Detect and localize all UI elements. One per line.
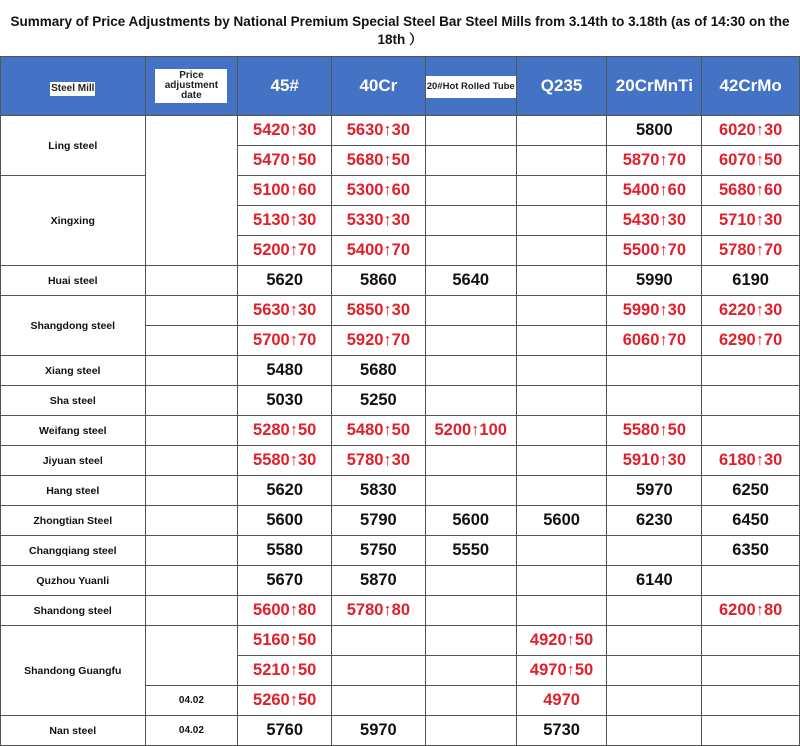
mill-name: Quzhou Yuanli xyxy=(1,566,146,596)
price-40cr: 5330↑30 xyxy=(332,206,426,236)
price-tube xyxy=(425,596,516,626)
price-40cr: 5680 xyxy=(332,356,426,386)
price-40cr: 5300↑60 xyxy=(332,176,426,206)
table-row xyxy=(1,356,800,386)
price-20crmnti xyxy=(607,686,702,716)
price-42crmo xyxy=(702,566,800,596)
price-45: 5480 xyxy=(238,356,332,386)
price-q235 xyxy=(516,416,607,446)
price-tube xyxy=(425,356,516,386)
price-20crmnti: 5870↑70 xyxy=(607,146,702,176)
adjustment-date xyxy=(145,476,238,506)
price-45: 5670 xyxy=(238,566,332,596)
price-45: 5210↑50 xyxy=(238,656,332,686)
price-tube xyxy=(425,716,516,746)
price-40cr: 5750 xyxy=(332,536,426,566)
price-tube xyxy=(425,566,516,596)
price-42crmo: 6250 xyxy=(702,476,800,506)
adjustment-date xyxy=(145,266,238,296)
price-42crmo xyxy=(702,686,800,716)
price-tube xyxy=(425,146,516,176)
page-title: Summary of Price Adjustments by National Premium Special Steel Bar Steel Mills from 3.14th to 3.18th (as of 14:30 on the 18th ） xyxy=(10,14,790,47)
price-q235 xyxy=(516,116,607,146)
price-42crmo xyxy=(702,356,800,386)
price-45: 5600 xyxy=(238,506,332,536)
adjustment-date xyxy=(145,536,238,566)
mill-name: Sha steel xyxy=(1,386,146,416)
adjustment-date xyxy=(145,116,238,266)
price-45: 5620 xyxy=(238,476,332,506)
price-q235 xyxy=(516,326,607,356)
price-20crmnti xyxy=(607,656,702,686)
adjustment-date xyxy=(145,356,238,386)
price-20crmnti: 5910↑30 xyxy=(607,446,702,476)
price-40cr xyxy=(332,626,426,656)
price-42crmo xyxy=(702,716,800,746)
price-q235: 4970↑50 xyxy=(516,656,607,686)
price-q235 xyxy=(516,476,607,506)
price-q235 xyxy=(516,296,607,326)
mill-name: Shandong steel xyxy=(1,596,146,626)
price-40cr: 5250 xyxy=(332,386,426,416)
price-40cr: 5780↑30 xyxy=(332,446,426,476)
price-q235 xyxy=(516,356,607,386)
price-42crmo: 6190 xyxy=(702,266,800,296)
price-40cr: 5680↑50 xyxy=(332,146,426,176)
price-40cr: 5860 xyxy=(332,266,426,296)
price-42crmo: 6180↑30 xyxy=(702,446,800,476)
adjustment-date xyxy=(145,386,238,416)
price-40cr xyxy=(332,686,426,716)
price-45: 5580↑30 xyxy=(238,446,332,476)
price-45: 5130↑30 xyxy=(238,206,332,236)
price-45: 5600↑80 xyxy=(238,596,332,626)
price-tube xyxy=(425,656,516,686)
price-tube xyxy=(425,116,516,146)
price-42crmo: 6200↑80 xyxy=(702,596,800,626)
price-q235 xyxy=(516,236,607,266)
price-20crmnti xyxy=(607,596,702,626)
mill-name: Huai steel xyxy=(1,266,146,296)
price-tube xyxy=(425,326,516,356)
price-20crmnti: 5990↑30 xyxy=(607,296,702,326)
price-q235 xyxy=(516,446,607,476)
price-20crmnti xyxy=(607,716,702,746)
price-42crmo xyxy=(702,656,800,686)
price-45: 5760 xyxy=(238,716,332,746)
price-tube: 5550 xyxy=(425,536,516,566)
price-45: 5100↑60 xyxy=(238,176,332,206)
mill-name: Weifang steel xyxy=(1,416,146,446)
table-row xyxy=(1,176,800,206)
table-row xyxy=(1,506,800,536)
price-tube xyxy=(425,236,516,266)
price-20crmnti: 5990 xyxy=(607,266,702,296)
table-row xyxy=(1,536,800,566)
price-20crmnti: 5800 xyxy=(607,116,702,146)
mill-name: Xingxing xyxy=(1,176,146,266)
price-42crmo xyxy=(702,626,800,656)
price-42crmo: 5680↑60 xyxy=(702,176,800,206)
header-row xyxy=(1,57,800,116)
price-42crmo xyxy=(702,386,800,416)
adjustment-date xyxy=(145,416,238,446)
table-row xyxy=(1,446,800,476)
price-45: 5030 xyxy=(238,386,332,416)
table-row xyxy=(1,386,800,416)
mill-name: Xiang steel xyxy=(1,356,146,386)
price-42crmo xyxy=(702,416,800,446)
price-tube xyxy=(425,686,516,716)
price-q235 xyxy=(516,266,607,296)
price-q235: 4920↑50 xyxy=(516,626,607,656)
price-40cr: 5480↑50 xyxy=(332,416,426,446)
price-tube xyxy=(425,386,516,416)
price-20crmnti: 5580↑50 xyxy=(607,416,702,446)
mill-name: Nan steel xyxy=(1,716,146,746)
price-45: 5260↑50 xyxy=(238,686,332,716)
header-steel-mill: Steel Mill xyxy=(1,57,146,116)
header-20crmnti: 20CrMnTi xyxy=(607,57,702,116)
adjustment-date xyxy=(145,446,238,476)
price-20crmnti xyxy=(607,356,702,386)
price-tube xyxy=(425,626,516,656)
price-q235: 5730 xyxy=(516,716,607,746)
mill-name: Shandong Guangfu xyxy=(1,626,146,716)
price-tube xyxy=(425,176,516,206)
header-42crmo: 42CrMo xyxy=(702,57,800,116)
table-row xyxy=(1,116,800,146)
price-45: 5160↑50 xyxy=(238,626,332,656)
price-q235 xyxy=(516,386,607,416)
mill-name: Zhongtian Steel xyxy=(1,506,146,536)
header-hot-rolled-tube: 20#Hot Rolled Tube xyxy=(425,57,516,116)
price-40cr: 5790 xyxy=(332,506,426,536)
table-row xyxy=(1,596,800,626)
price-42crmo: 6450 xyxy=(702,506,800,536)
price-20crmnti: 6230 xyxy=(607,506,702,536)
price-q235 xyxy=(516,536,607,566)
mill-name: Ling steel xyxy=(1,116,146,176)
table-row xyxy=(1,416,800,446)
price-42crmo: 5710↑30 xyxy=(702,206,800,236)
price-20crmnti xyxy=(607,386,702,416)
price-40cr: 5830 xyxy=(332,476,426,506)
price-40cr: 5850↑30 xyxy=(332,296,426,326)
table-row xyxy=(1,296,800,326)
adjustment-date xyxy=(145,296,238,326)
price-40cr xyxy=(332,656,426,686)
price-40cr: 5780↑80 xyxy=(332,596,426,626)
price-tube xyxy=(425,476,516,506)
price-20crmnti: 6060↑70 xyxy=(607,326,702,356)
price-40cr: 5970 xyxy=(332,716,426,746)
price-42crmo: 6290↑70 xyxy=(702,326,800,356)
mill-name: Shangdong steel xyxy=(1,296,146,356)
price-20crmnti: 5400↑60 xyxy=(607,176,702,206)
table-row xyxy=(1,626,800,656)
price-45: 5700↑70 xyxy=(238,326,332,356)
price-tube xyxy=(425,206,516,236)
price-20crmnti: 5500↑70 xyxy=(607,236,702,266)
price-20crmnti: 6140 xyxy=(607,566,702,596)
price-tube xyxy=(425,296,516,326)
price-q235 xyxy=(516,596,607,626)
price-20crmnti xyxy=(607,626,702,656)
price-tube: 5640 xyxy=(425,266,516,296)
price-tube: 5200↑100 xyxy=(425,416,516,446)
header-adjustment-date: Price adjustment date xyxy=(145,57,238,116)
price-20crmnti xyxy=(607,536,702,566)
price-q235: 4970 xyxy=(516,686,607,716)
mill-name: Changqiang steel xyxy=(1,536,146,566)
price-tube: 5600 xyxy=(425,506,516,536)
adjustment-date: 04.02 xyxy=(145,686,238,716)
price-45: 5470↑50 xyxy=(238,146,332,176)
price-q235 xyxy=(516,206,607,236)
price-40cr: 5870 xyxy=(332,566,426,596)
price-45: 5280↑50 xyxy=(238,416,332,446)
price-42crmo: 6070↑50 xyxy=(702,146,800,176)
price-20crmnti: 5970 xyxy=(607,476,702,506)
price-42crmo: 6020↑30 xyxy=(702,116,800,146)
table-row xyxy=(1,476,800,506)
adjustment-date xyxy=(145,566,238,596)
price-45: 5620 xyxy=(238,266,332,296)
price-45: 5580 xyxy=(238,536,332,566)
price-42crmo: 6220↑30 xyxy=(702,296,800,326)
price-40cr: 5630↑30 xyxy=(332,116,426,146)
table-row xyxy=(1,716,800,746)
adjustment-date xyxy=(145,506,238,536)
adjustment-date xyxy=(145,626,238,686)
table-row xyxy=(1,266,800,296)
price-40cr: 5920↑70 xyxy=(332,326,426,356)
price-40cr: 5400↑70 xyxy=(332,236,426,266)
price-45: 5420↑30 xyxy=(238,116,332,146)
header-40cr: 40Cr xyxy=(332,57,426,116)
price-q235: 5600 xyxy=(516,506,607,536)
price-45: 5630↑30 xyxy=(238,296,332,326)
price-q235 xyxy=(516,146,607,176)
price-42crmo: 5780↑70 xyxy=(702,236,800,266)
price-q235 xyxy=(516,176,607,206)
header-q235: Q235 xyxy=(516,57,607,116)
price-45: 5200↑70 xyxy=(238,236,332,266)
price-table xyxy=(0,56,800,746)
adjustment-date: 04.02 xyxy=(145,716,238,746)
price-q235 xyxy=(516,566,607,596)
mill-name: Jiyuan steel xyxy=(1,446,146,476)
table-row xyxy=(1,566,800,596)
adjustment-date xyxy=(145,326,238,356)
price-tube xyxy=(425,446,516,476)
mill-name: Hang steel xyxy=(1,476,146,506)
header-45: 45# xyxy=(238,57,332,116)
adjustment-date xyxy=(145,596,238,626)
price-42crmo: 6350 xyxy=(702,536,800,566)
price-20crmnti: 5430↑30 xyxy=(607,206,702,236)
